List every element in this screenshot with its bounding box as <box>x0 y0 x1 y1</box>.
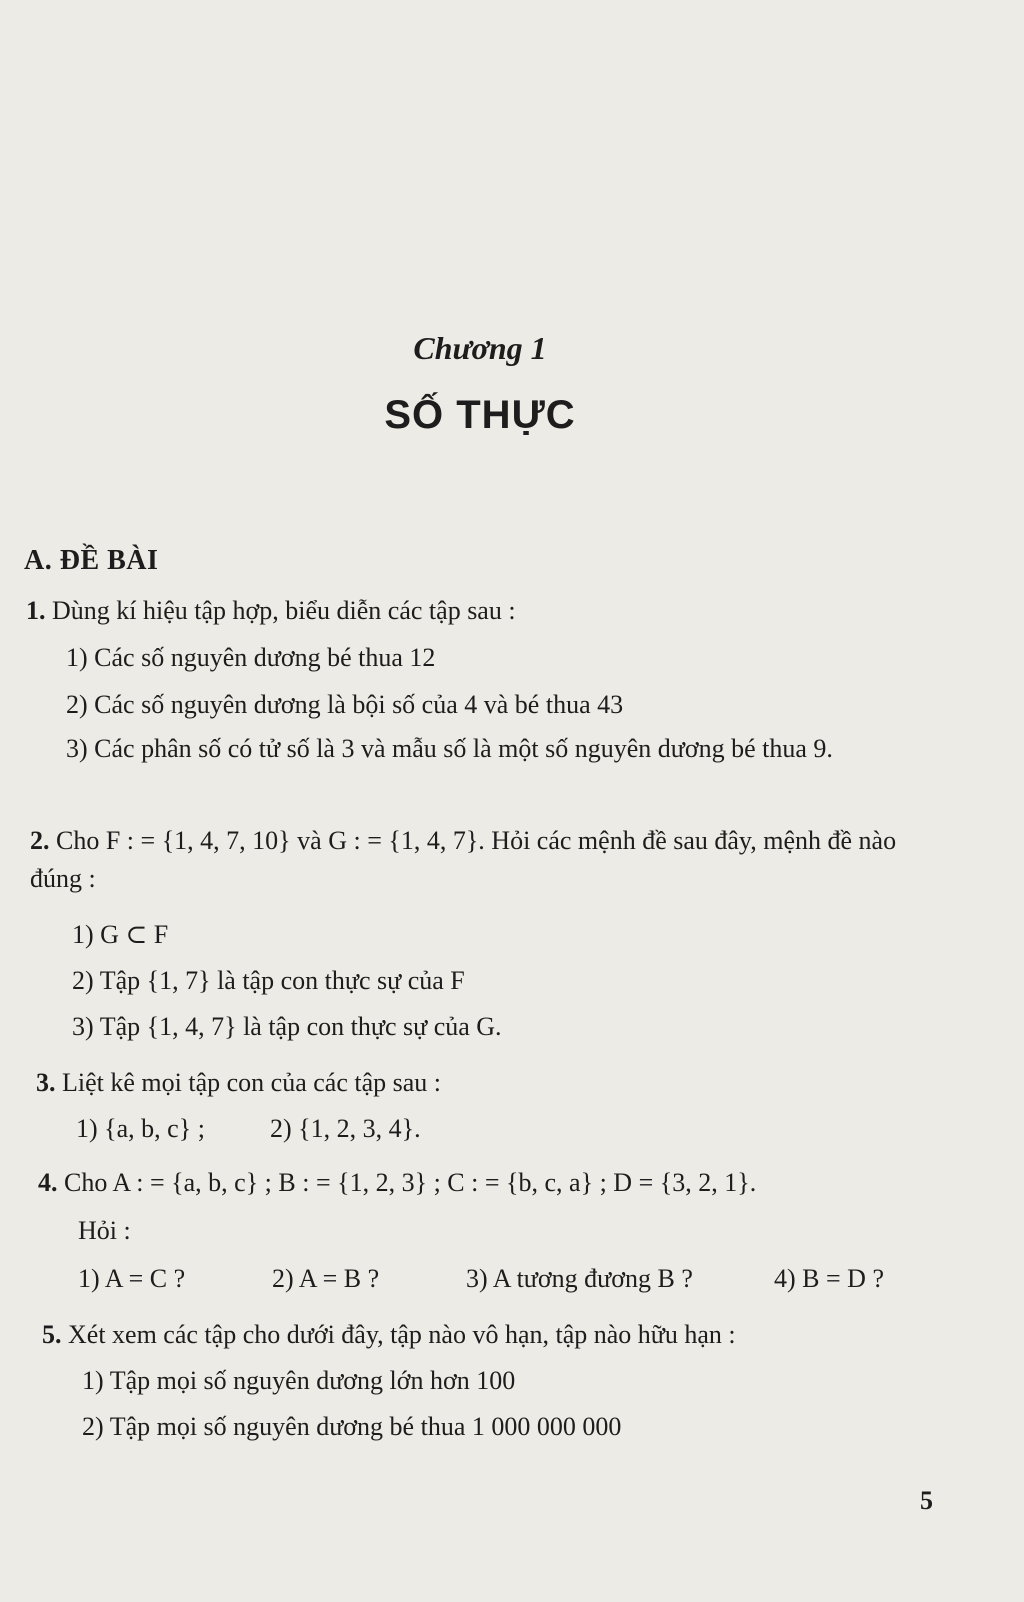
problem-number: 3. <box>36 1068 56 1097</box>
chapter-title: SỐ THỰC <box>384 393 576 437</box>
problem-number: 1. <box>26 596 46 625</box>
problem-1-item-3: 3) Các phân số có tử số là 3 và mẫu số là một số nguyên dương bé thua 9. <box>66 734 833 763</box>
problem-1-item-1: 1) Các số nguyên dương bé thua 12 <box>66 643 436 672</box>
problem-3-item-1: 1) {a, b, c} ; <box>76 1114 205 1143</box>
problem-text: Cho A : = {a, b, c} ; B : = {1, 2, 3} ; C : = {b, c, a} ; D = {3, 2, 1}. <box>64 1168 757 1197</box>
problem-text: Xét xem các tập cho dưới đây, tập nào vô hạn, tập nào hữu hạn : <box>68 1320 736 1349</box>
problem-text: Dùng kí hiệu tập hợp, biểu diễn các tập sau : <box>52 596 516 625</box>
problem-4-item-2: 2) A = B ? <box>272 1264 380 1293</box>
problem-2-item-3: 3) Tập {1, 4, 7} là tập con thực sự của G. <box>72 1012 502 1041</box>
problem-4-question: Hỏi : <box>78 1216 131 1245</box>
problem-4 <box>38 1168 756 1198</box>
problem-4-item-3: 3) A tương đương B ? <box>466 1264 693 1293</box>
problem-text: Cho F : = {1, 4, 7, 10} và G : = {1, 4, 7}. Hỏi các mệnh đề sau đây, mệnh đề nào đúng : <box>30 826 897 893</box>
page-number: 5 <box>920 1486 933 1515</box>
problem-number: 4. <box>38 1168 58 1197</box>
problem-1 <box>26 596 516 626</box>
problem-5 <box>42 1320 736 1350</box>
problem-2-item-1: 1) G ⊂ F <box>72 920 169 949</box>
problem-4-item-4: 4) B = D ? <box>774 1264 884 1293</box>
problem-text: Liệt kê mọi tập con của các tập sau : <box>62 1068 442 1097</box>
problem-5-item-2: 2) Tập mọi số nguyên dương bé thua 1 000 000 000 <box>82 1412 622 1441</box>
problem-3-item-2: 2) {1, 2, 3, 4}. <box>270 1114 421 1143</box>
problem-1-item-2: 2) Các số nguyên dương là bội số của 4 và bé thua 43 <box>66 690 624 719</box>
problem-4-item-1: 1) A = C ? <box>78 1264 186 1293</box>
problem-2-item-2: 2) Tập {1, 7} là tập con thực sự của F <box>72 966 465 995</box>
section-heading: A. ĐỀ BÀI <box>24 545 159 576</box>
problem-3 <box>36 1068 441 1098</box>
problem-5-item-1: 1) Tập mọi số nguyên dương lớn hơn 100 <box>82 1366 516 1395</box>
problem-2 <box>30 822 908 897</box>
chapter-label: Chương 1 <box>413 330 547 366</box>
problem-number: 5. <box>42 1320 62 1349</box>
problem-number: 2. <box>30 826 50 855</box>
